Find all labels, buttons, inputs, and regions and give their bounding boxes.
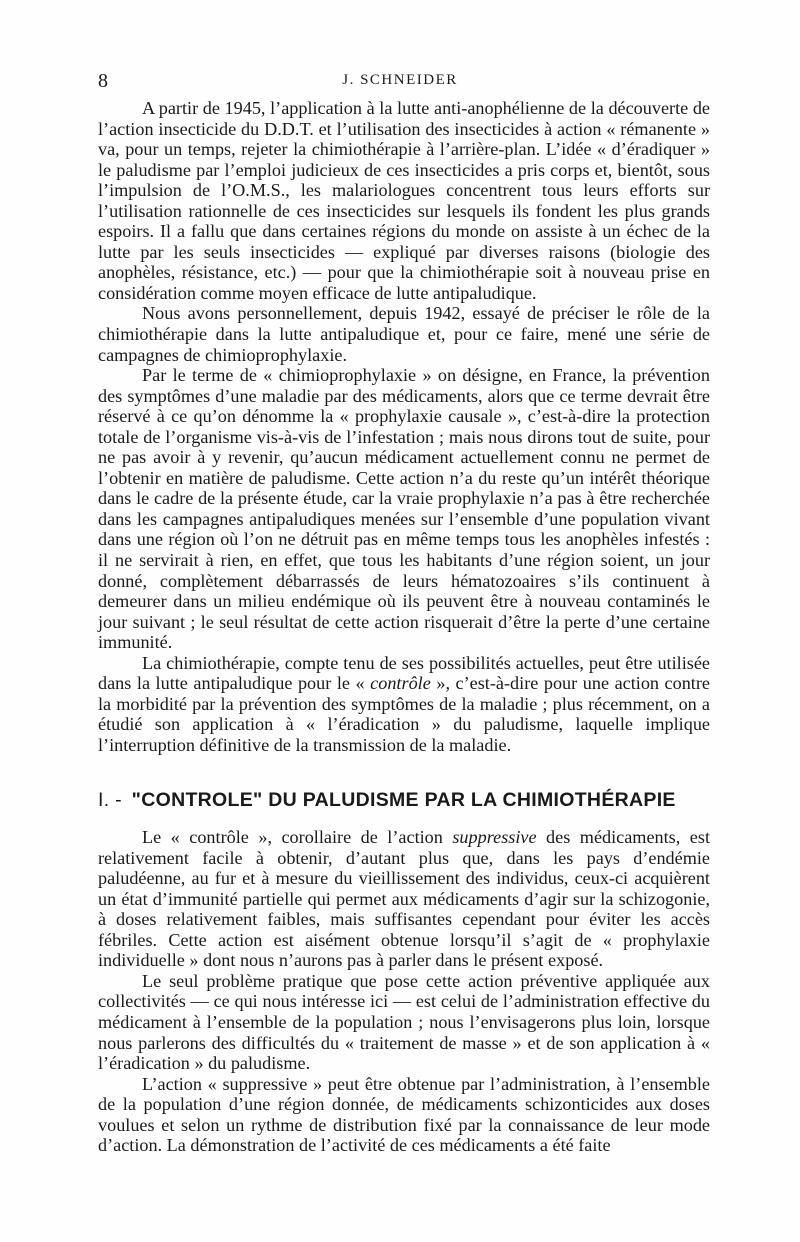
page-number: 8 (98, 70, 108, 92)
section-title: "CONTROLE" DU PALUDISME PAR LA CHIMIOTHÉRAPIE (131, 788, 676, 811)
text-run: des médicaments, est relativement facile à obtenir, d’autant plus que, dans les pays d’endémie paludéenne, au fur et à mesure du vieillissement des individus, ceux-ci acquièrent un état d’immunité partielle qui permet aux médicaments d’agir sur la schizogonie, à doses relativement faibles, mais suffisantes cependant pour éviter les accès fébriles. Cette action est aisément obtenue lorsqu’il s’agit de « prophylaxie individuelle » dont nous n’aurons pas à parler dans le présent exposé. (98, 827, 710, 971)
paragraph: A partir de 1945, l’application à la lutte anti-anophélienne de la découverte de l’action insecticide du D.D.T. et l’utilisation des insecticides à action « rémanente » va, pour un temps, rejeter la chimiothérapie à l’arrière-plan. L’idée « d’éradiquer » le paludisme par l’emploi judicieux de ces insecticides a pris corps et, bientôt, sous l’impulsion de l’O.M.S., les malariologues concentrent tous leurs efforts sur l’utilisation rationnelle de ces insecticides sur lesquels ils fondent les plus grands espoirs. Il a fallu que dans certaines régions du monde on assiste à un échec de la lutte par les seuls insecticides — expliqué par diverses raisons (biologie des anophèles, résistance, etc.) — pour que la chimiothérapie soit à nouveau prise en considération comme moyen efficace de lutte antipaludique. (98, 98, 710, 303)
running-header (98, 70, 702, 94)
body-text (98, 98, 710, 1156)
text-run: La chimiothérapie, compte tenu de ses possibilités actuelles, peut être utilisée dans la lutte antipaludique pour le « (98, 652, 710, 694)
paragraph: L’action « suppressive » peut être obtenue par l’administration, à l’ensemble de la population d’une région donnée, de médicaments schizonticides aux doses voulues et selon un rythme de distribution fixé par la connaissance de leur mode d’action. La démonstration de l’activité de ces médicaments a été faite (98, 1073, 710, 1156)
paragraph: Nous avons personnellement, depuis 1942, essayé de préciser le rôle de la chimiothérapie dans la lutte antipaludique et, pour ce faire, mené une série de campagnes de chimioprophylaxie. (98, 303, 710, 365)
italic-term: contrôle (370, 673, 431, 694)
italic-term: suppressive (452, 827, 537, 848)
paragraph (98, 653, 710, 756)
section-number: I. - (98, 788, 122, 811)
paragraph: Par le terme de « chimioprophylaxie » on désigne, en France, la prévention des symptômes d’une maladie par des médicaments, alors que ce terme devrait être réservé à ce qu’on dénomme la « prophylaxie causale », c’est-à-dire la protection totale de l’organisme vis-à-vis de l’infestation ; mais nous dirons tout de suite, pour ne pas avoir à y revenir, qu’aucun médicament actuellement connu ne permet de l’obtenir en matière de paludisme. Cette action n’a du reste qu’un intérêt théorique dans le cadre de la présente étude, car la vraie prophylaxie n’a pas à être recherchée dans les campagnes antipaludiques menées sur l’ensemble d’une population vivant dans une région où l’on ne détruit pas en même temps tous les anophèles infestés : il ne servirait à rien, en effet, que tous les habitants d’une région soient, un jour donné, complètement débarrassés de leurs hématozoaires s’ils continuent à demeurer dans un milieu endémique où ils peuvent être à nouveau contaminés le jour suivant ; le seul résultat de cette action risquerait d’être la perte d’une certaine immunité. (98, 365, 710, 653)
section-heading (98, 790, 710, 811)
text-run: Le « contrôle », corollaire de l’action (142, 827, 453, 848)
text-run: », c’est-à-dire pour une action contre la morbidité par la prévention des symptômes de la maladie ; plus récemment, on a étudié son application à « l’éradication » du paludisme, laquelle implique l’interruption définitive de la transmission de la maladie. (98, 673, 710, 755)
running-head-author: J. SCHNEIDER (342, 72, 458, 88)
paragraph: Le seul problème pratique que pose cette action préventive appliquée aux collectivités — ce qui nous intéresse ici — est celui de l’administration effective du médicament à l’ensemble de la population ; nous l’envisagerons plus loin, lorsque nous parlerons des difficultés du « traitement de masse » et de son application à « l’éradication » du paludisme. (98, 970, 710, 1074)
paragraph (98, 827, 710, 971)
